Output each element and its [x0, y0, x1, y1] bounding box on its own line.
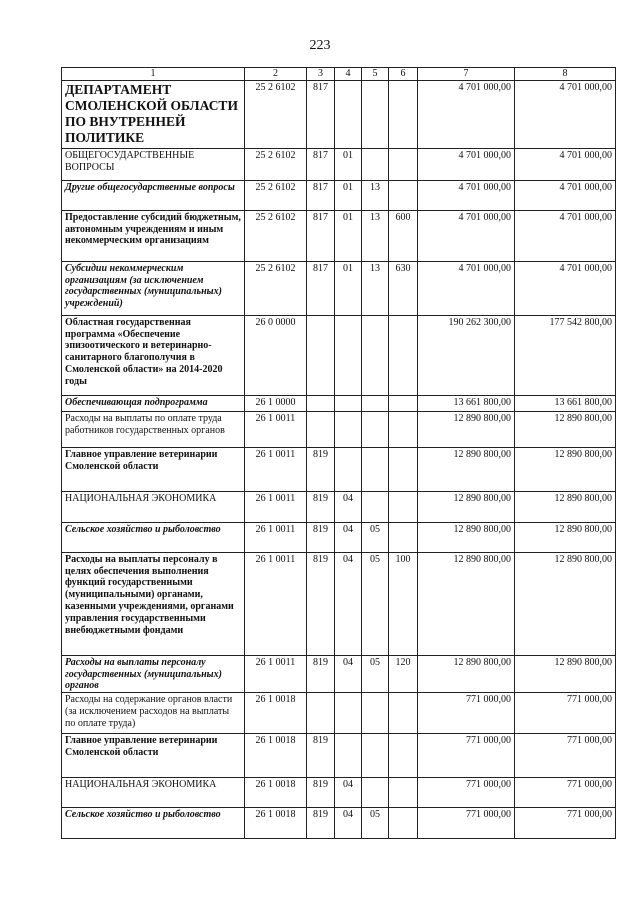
row-expense-type-code	[389, 778, 418, 808]
row-amount-2015: 4 701 000,00	[418, 80, 515, 148]
row-section-code: 04	[335, 655, 362, 692]
table-row	[62, 552, 616, 655]
row-amount-2016: 12 890 800,00	[515, 655, 616, 692]
row-expense-type-code	[389, 80, 418, 148]
row-subsection-code	[362, 491, 389, 522]
row-amount-2016: 4 701 000,00	[515, 80, 616, 148]
row-expense-type-code	[389, 447, 418, 491]
table-row	[62, 210, 616, 261]
row-ministry-code: 819	[307, 808, 335, 839]
row-subsection-code	[362, 778, 389, 808]
row-amount-2015: 12 890 800,00	[418, 552, 515, 655]
table-row	[62, 148, 616, 180]
row-target-code: 26 1 0011	[245, 552, 307, 655]
row-amount-2016: 771 000,00	[515, 693, 616, 734]
column-number: 2	[245, 68, 307, 81]
row-expense-type-code	[389, 315, 418, 395]
row-name: Предоставление субсидий бюджетным, автономным учреждениям и иным некоммерческим организациям	[62, 210, 245, 261]
row-ministry-code: 819	[307, 522, 335, 552]
table-row	[62, 655, 616, 692]
row-ministry-code: 819	[307, 552, 335, 655]
row-expense-type-code: 100	[389, 552, 418, 655]
table-row	[62, 693, 616, 734]
row-subsection-code: 05	[362, 655, 389, 692]
table-row	[62, 180, 616, 210]
row-ministry-code: 819	[307, 778, 335, 808]
row-target-code: 26 1 0011	[245, 447, 307, 491]
row-ministry-code: 817	[307, 148, 335, 180]
row-ministry-code: 817	[307, 180, 335, 210]
row-ministry-code: 819	[307, 734, 335, 778]
row-name: Сельское хозяйство и рыболовство	[62, 522, 245, 552]
row-amount-2016: 12 890 800,00	[515, 552, 616, 655]
row-amount-2015: 12 890 800,00	[418, 447, 515, 491]
row-amount-2016: 771 000,00	[515, 808, 616, 839]
row-target-code: 26 1 0018	[245, 778, 307, 808]
table-row	[62, 734, 616, 778]
row-expense-type-code: 600	[389, 210, 418, 261]
row-section-code: 04	[335, 808, 362, 839]
row-name: Расходы на выплаты персоналу в целях обеспечения выполнения функций государственными (муниципальными) органами, казенными учреждениями, органами управления государственными внебюджетными фондами	[62, 552, 245, 655]
row-expense-type-code	[389, 180, 418, 210]
row-expense-type-code	[389, 693, 418, 734]
row-section-code: 04	[335, 491, 362, 522]
row-ministry-code	[307, 315, 335, 395]
row-amount-2015: 12 890 800,00	[418, 522, 515, 552]
column-number: 3	[307, 68, 335, 81]
row-expense-type-code	[389, 808, 418, 839]
row-subsection-code	[362, 315, 389, 395]
column-number-row	[62, 68, 616, 81]
row-amount-2016: 177 542 800,00	[515, 315, 616, 395]
row-ministry-code: 819	[307, 447, 335, 491]
row-subsection-code	[362, 80, 389, 148]
row-ministry-code: 819	[307, 655, 335, 692]
row-amount-2015: 12 890 800,00	[418, 411, 515, 447]
row-name: Расходы на содержание органов власти (за исключением расходов на выплаты по оплате труда)	[62, 693, 245, 734]
row-name: Субсидии некоммерческим организациям (за исключением государственных (муниципальных) учреждений)	[62, 261, 245, 315]
row-amount-2016: 12 890 800,00	[515, 491, 616, 522]
table-row	[62, 315, 616, 395]
row-ministry-code	[307, 693, 335, 734]
row-amount-2016: 12 890 800,00	[515, 411, 616, 447]
row-amount-2016: 4 701 000,00	[515, 210, 616, 261]
row-name: Обеспечивающая подпрограмма	[62, 395, 245, 411]
row-name: Главное управление ветеринарии Смоленской области	[62, 447, 245, 491]
row-amount-2016: 4 701 000,00	[515, 148, 616, 180]
page-number: 223	[309, 38, 331, 53]
row-amount-2015: 771 000,00	[418, 808, 515, 839]
row-subsection-code: 05	[362, 552, 389, 655]
row-amount-2015: 12 890 800,00	[418, 655, 515, 692]
row-subsection-code	[362, 693, 389, 734]
row-amount-2015: 12 890 800,00	[418, 491, 515, 522]
row-subsection-code	[362, 411, 389, 447]
row-subsection-code: 13	[362, 180, 389, 210]
row-subsection-code	[362, 447, 389, 491]
row-name: Главное управление ветеринарии Смоленской области	[62, 734, 245, 778]
row-name: Расходы на выплаты персоналу государственных (муниципальных) органов	[62, 655, 245, 692]
row-ministry-code	[307, 411, 335, 447]
row-target-code: 26 0 0000	[245, 315, 307, 395]
row-section-code	[335, 693, 362, 734]
budget-table	[61, 67, 616, 839]
row-subsection-code	[362, 395, 389, 411]
table-row	[62, 80, 616, 148]
row-amount-2015: 13 661 800,00	[418, 395, 515, 411]
table-row	[62, 261, 616, 315]
row-section-code	[335, 315, 362, 395]
row-target-code: 26 1 0018	[245, 808, 307, 839]
row-amount-2015: 4 701 000,00	[418, 210, 515, 261]
row-amount-2016: 771 000,00	[515, 734, 616, 778]
row-target-code: 25 2 6102	[245, 180, 307, 210]
row-name: ДЕПАРТАМЕНТ СМОЛЕНСКОЙ ОБЛАСТИ ПО ВНУТРЕННЕЙ ПОЛИТИКЕ	[62, 80, 245, 148]
row-amount-2015: 4 701 000,00	[418, 148, 515, 180]
row-section-code	[335, 411, 362, 447]
row-expense-type-code	[389, 491, 418, 522]
row-target-code: 26 1 0011	[245, 522, 307, 552]
row-target-code: 26 1 0011	[245, 655, 307, 692]
column-number: 1	[62, 68, 245, 81]
row-section-code: 01	[335, 148, 362, 180]
row-ministry-code: 819	[307, 491, 335, 522]
row-name: НАЦИОНАЛЬНАЯ ЭКОНОМИКА	[62, 491, 245, 522]
row-section-code	[335, 395, 362, 411]
row-target-code: 26 1 0000	[245, 395, 307, 411]
row-amount-2016: 12 890 800,00	[515, 522, 616, 552]
row-expense-type-code	[389, 411, 418, 447]
row-ministry-code: 817	[307, 261, 335, 315]
row-amount-2015: 190 262 300,00	[418, 315, 515, 395]
row-target-code: 26 1 0011	[245, 491, 307, 522]
row-section-code	[335, 447, 362, 491]
row-amount-2016: 4 701 000,00	[515, 261, 616, 315]
row-target-code: 25 2 6102	[245, 148, 307, 180]
row-expense-type-code	[389, 148, 418, 180]
row-amount-2015: 771 000,00	[418, 734, 515, 778]
row-name: Сельское хозяйство и рыболовство	[62, 808, 245, 839]
row-target-code: 26 1 0018	[245, 693, 307, 734]
row-target-code: 25 2 6102	[245, 261, 307, 315]
row-expense-type-code: 120	[389, 655, 418, 692]
row-expense-type-code	[389, 395, 418, 411]
row-section-code: 04	[335, 778, 362, 808]
row-name: Расходы на выплаты по оплате труда работников государственных органов	[62, 411, 245, 447]
column-number: 4	[335, 68, 362, 81]
row-name: ОБЩЕГОСУДАРСТВЕННЫЕ ВОПРОСЫ	[62, 148, 245, 180]
row-expense-type-code	[389, 734, 418, 778]
row-subsection-code: 13	[362, 210, 389, 261]
column-number: 6	[389, 68, 418, 81]
row-section-code: 01	[335, 210, 362, 261]
row-target-code: 25 2 6102	[245, 210, 307, 261]
table-row	[62, 447, 616, 491]
row-expense-type-code	[389, 522, 418, 552]
table-row	[62, 522, 616, 552]
row-amount-2016: 13 661 800,00	[515, 395, 616, 411]
row-amount-2015: 4 701 000,00	[418, 180, 515, 210]
row-section-code: 01	[335, 180, 362, 210]
row-expense-type-code: 630	[389, 261, 418, 315]
row-name: Другие общегосударственные вопросы	[62, 180, 245, 210]
row-target-code: 25 2 6102	[245, 80, 307, 148]
row-subsection-code	[362, 734, 389, 778]
row-subsection-code: 05	[362, 808, 389, 839]
row-section-code: 01	[335, 261, 362, 315]
row-amount-2015: 771 000,00	[418, 693, 515, 734]
row-target-code: 26 1 0018	[245, 734, 307, 778]
row-ministry-code: 817	[307, 80, 335, 148]
table-row	[62, 808, 616, 839]
row-section-code: 04	[335, 522, 362, 552]
row-ministry-code: 817	[307, 210, 335, 261]
row-amount-2016: 12 890 800,00	[515, 447, 616, 491]
table-row	[62, 491, 616, 522]
column-number: 7	[418, 68, 515, 81]
row-name: НАЦИОНАЛЬНАЯ ЭКОНОМИКА	[62, 778, 245, 808]
table-row	[62, 411, 616, 447]
row-name: Областная государственная программа «Обеспечение эпизоотического и ветеринарно-санитарного благополучия в Смоленской области» на 2014-2020 годы	[62, 315, 245, 395]
table-row	[62, 395, 616, 411]
table-row	[62, 778, 616, 808]
row-subsection-code	[362, 148, 389, 180]
column-number: 5	[362, 68, 389, 81]
row-amount-2016: 4 701 000,00	[515, 180, 616, 210]
row-subsection-code: 13	[362, 261, 389, 315]
row-amount-2016: 771 000,00	[515, 778, 616, 808]
column-number: 8	[515, 68, 616, 81]
row-section-code	[335, 80, 362, 148]
row-ministry-code	[307, 395, 335, 411]
row-section-code: 04	[335, 552, 362, 655]
row-subsection-code: 05	[362, 522, 389, 552]
row-amount-2015: 771 000,00	[418, 778, 515, 808]
row-target-code: 26 1 0011	[245, 411, 307, 447]
row-amount-2015: 4 701 000,00	[418, 261, 515, 315]
row-section-code	[335, 734, 362, 778]
